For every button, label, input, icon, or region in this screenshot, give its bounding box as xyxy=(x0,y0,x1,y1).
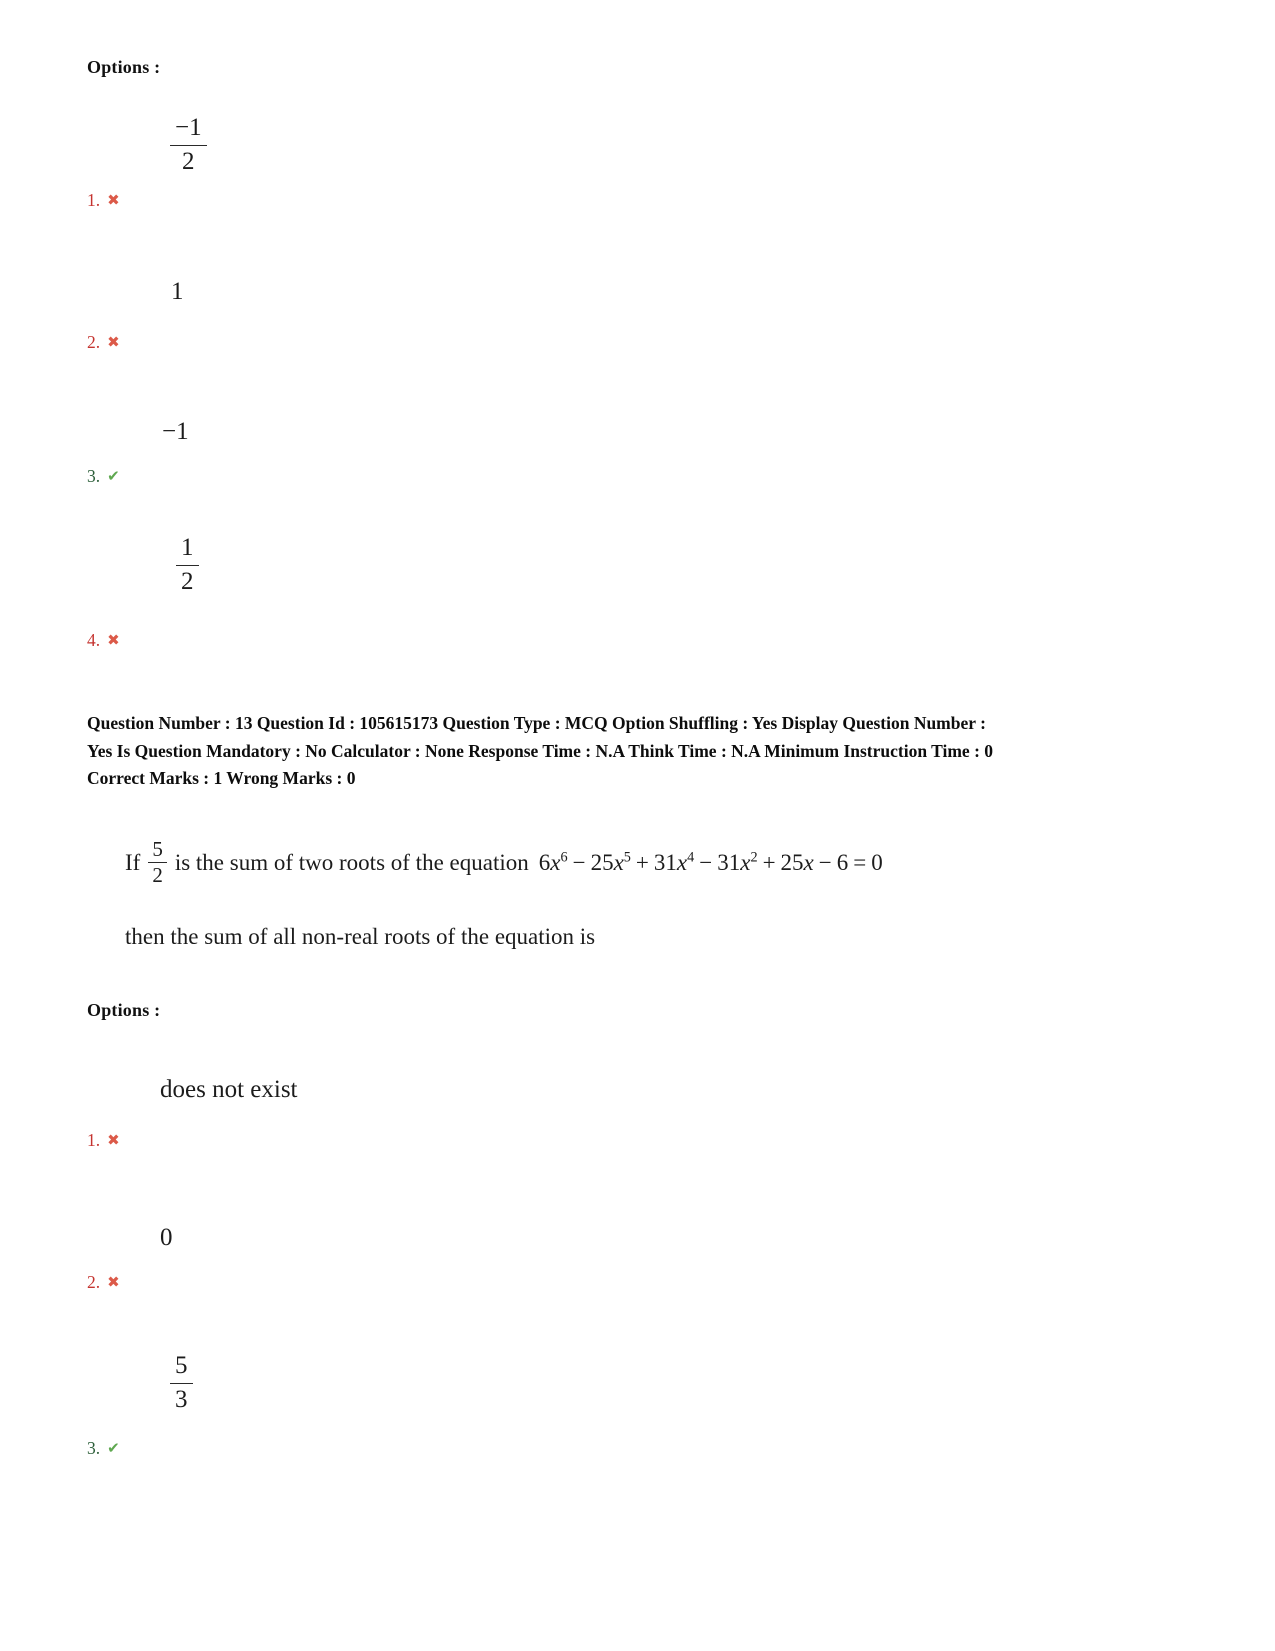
option-3-marker xyxy=(87,466,120,487)
question-body: is the sum of two roots of the equation xyxy=(174,849,529,875)
check-icon: ✔ xyxy=(107,1439,120,1457)
option-3-value: −1 xyxy=(162,418,189,445)
fraction-denominator: 3 xyxy=(170,1383,193,1415)
option-number: 1. xyxy=(87,1130,101,1150)
fraction xyxy=(176,534,199,597)
question-lead: If xyxy=(125,849,141,875)
fraction-denominator: 2 xyxy=(148,862,167,887)
fraction-denominator: 2 xyxy=(170,145,207,177)
option-3-marker xyxy=(87,1438,120,1459)
option-2-value: 1 xyxy=(171,278,184,305)
fraction xyxy=(170,114,207,177)
option-3-value xyxy=(170,1352,193,1415)
question-text-line-1 xyxy=(125,838,883,887)
cross-icon: ✖ xyxy=(107,1273,120,1291)
metadata-line-1: Question Number : 13 Question Id : 105615173 Question Type : MCQ Option Shuffling : Yes Display Question Number : xyxy=(87,713,986,733)
option-number: 3. xyxy=(87,1438,101,1458)
fraction-numerator: 5 xyxy=(175,1352,188,1379)
option-number: 2. xyxy=(87,1272,101,1292)
metadata-line-2: Yes Is Question Mandatory : No Calculator : None Response Time : N.A Think Time : N.A Minimum Instruction Time : 0 xyxy=(87,740,994,761)
option-number: 1. xyxy=(87,190,101,210)
cross-icon: ✖ xyxy=(107,191,120,209)
option-4-marker xyxy=(87,630,120,651)
cross-icon: ✖ xyxy=(107,333,120,351)
option-2-value: 0 xyxy=(160,1224,173,1251)
option-1-marker xyxy=(87,1130,120,1151)
fraction xyxy=(148,838,167,887)
cross-icon: ✖ xyxy=(107,1131,120,1149)
fraction-denominator: 2 xyxy=(176,565,199,597)
option-1-value: does not exist xyxy=(160,1076,298,1103)
option-1-value xyxy=(170,114,207,177)
option-1-marker xyxy=(87,190,120,211)
check-icon: ✔ xyxy=(107,467,120,485)
cross-icon: ✖ xyxy=(107,631,120,649)
fraction-numerator: −1 xyxy=(175,114,202,141)
option-number: 4. xyxy=(87,630,101,650)
fraction-numerator: 1 xyxy=(181,534,194,561)
metadata-line-3: Correct Marks : 1 Wrong Marks : 0 xyxy=(87,768,356,788)
question-text-line-2: then the sum of all non-real roots of the equation is xyxy=(125,924,596,949)
fraction-numerator: 5 xyxy=(152,837,163,861)
equation: $6x^6 - 25x^5 + 31x^4 - 31x^2 + 25x - 6 = 0$ xyxy=(538,848,883,875)
option-4-value xyxy=(176,534,199,597)
option-2-marker xyxy=(87,1272,120,1293)
options-heading-1: Options : xyxy=(87,57,161,77)
options-heading-2: Options : xyxy=(87,1000,161,1020)
option-number: 2. xyxy=(87,332,101,352)
option-number: 3. xyxy=(87,466,101,486)
fraction xyxy=(170,1352,193,1415)
question-metadata xyxy=(87,710,1202,793)
option-2-marker xyxy=(87,332,120,353)
